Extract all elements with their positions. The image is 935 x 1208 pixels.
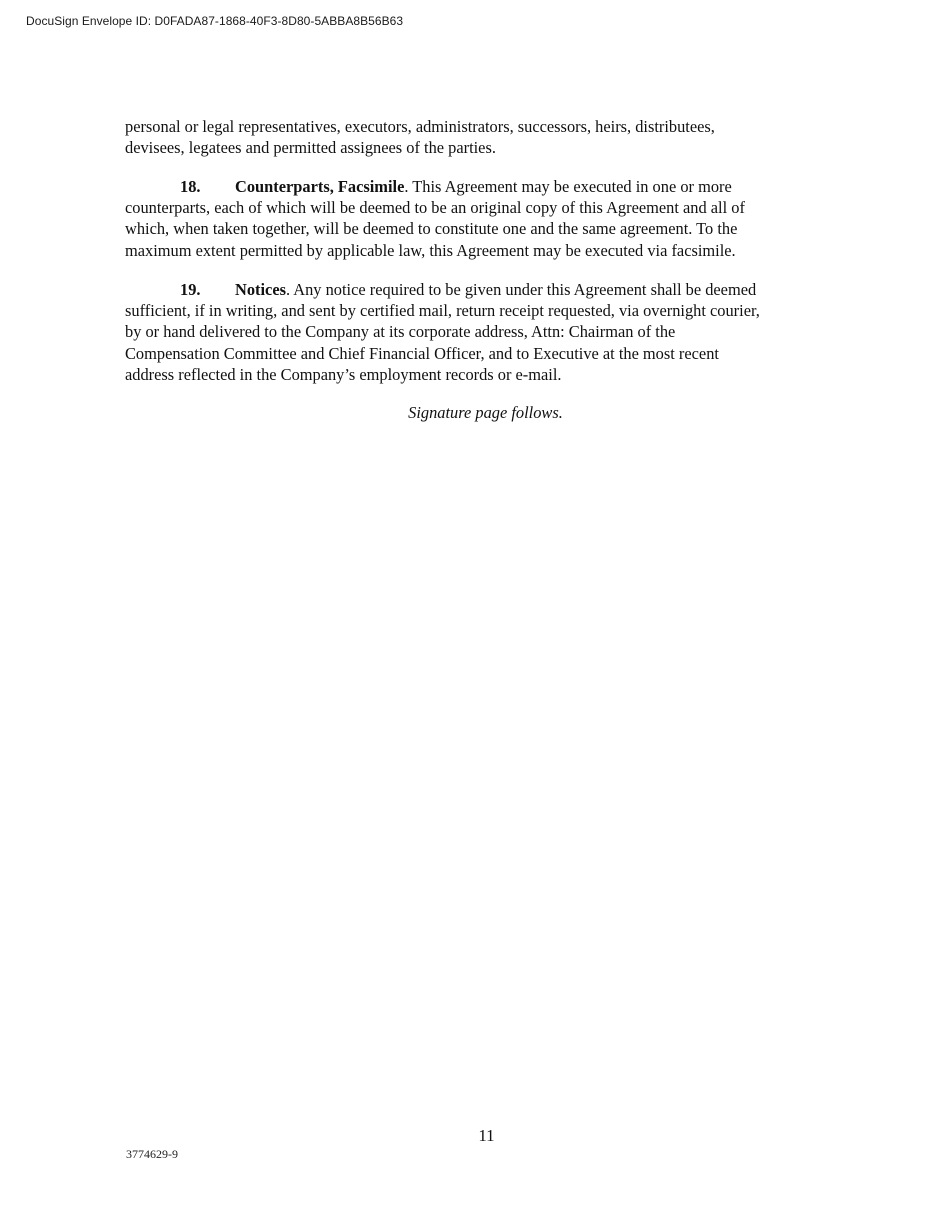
section-19-first-line [125,279,845,300]
paragraph-line: address reflected in the Company’s employment records or e-mail. [125,364,562,384]
signature-page-follows-note: Signature page follows. [408,403,563,422]
section-19-notices [125,279,845,385]
paragraph-line: devisees, legatees and permitted assignees of the parties. [125,138,496,158]
section-number: 19. [180,280,201,299]
section-18-counterparts [125,176,845,261]
document-number: 3774629-9 [126,1147,178,1161]
paragraph-continuation [125,116,845,158]
page-number: 11 [478,1126,495,1145]
section-text: . Any notice required to be given under this Agreement shall be deemed [285,280,757,299]
paragraph-line: which, when taken together, will be deemed to constitute one and the same agreement. To the [125,219,738,239]
docusign-envelope-id: DocuSign Envelope ID: D0FADA87-1868-40F3-8D80-5ABBA8B56B63 [26,14,404,28]
paragraph-line: sufficient, if in writing, and sent by certified mail, return receipt requested, via overnight courier, [125,301,760,321]
section-heading: Notices [235,280,286,299]
section-heading: Counterparts, Facsimile [235,177,405,196]
section-18-first-line [125,176,845,197]
paragraph-line: personal or legal representatives, executors, administrators, successors, heirs, distributees, [125,117,715,136]
section-text: . This Agreement may be executed in one or more [404,177,732,196]
paragraph-line: Compensation Committee and Chief Financial Officer, and to Executive at the most recent [125,343,719,363]
paragraph-line: maximum extent permitted by applicable law, this Agreement may be executed via facsimile. [125,240,736,260]
paragraph-line: by or hand delivered to the Company at its corporate address, Attn: Chairman of the [125,322,676,342]
paragraph-line: counterparts, each of which will be deemed to be an original copy of this Agreement and all of [125,198,745,218]
section-number: 18. [180,177,201,196]
